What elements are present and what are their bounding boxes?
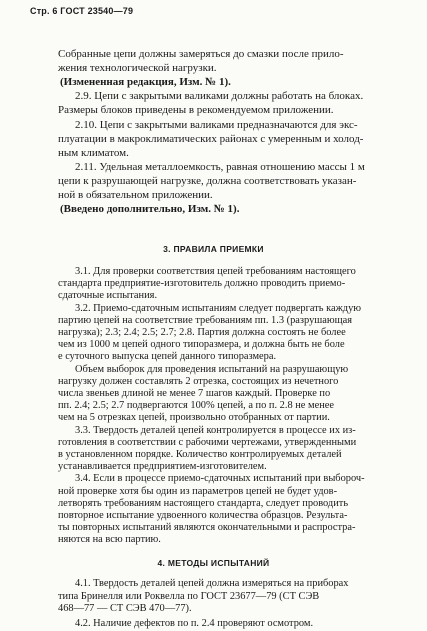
text-line: нагрузка); 2.3; 2.4; 2.5; 2.7; 2.8. Партия должна состоять не более xyxy=(58,327,346,338)
text-line: числа звеньев длиной не менее 7 шагов каждый. Проверке по xyxy=(58,388,331,399)
text-line: пп. 2.4; 2.5; 2.7 подвергаются 100% цепей, а по п. 2.8 не менее xyxy=(58,400,334,412)
text-line: 3.4. Если в процессе приемо-сдаточных испытаний при выбороч- xyxy=(75,473,365,485)
text-line: няются на всю партию. xyxy=(58,534,161,546)
text-line: чем из 1000 м цепей одного типоразмера, и должна быть не боле xyxy=(58,339,345,351)
text-line: повторное испытание удвоенного количества образцов. Результа- xyxy=(58,510,348,521)
text-line: в установленном порядке. Количество контролируемых деталей xyxy=(58,449,342,460)
running-head: Стр. 6 ГОСТ 23540—79 xyxy=(30,6,134,16)
amendment-note: (Введено дополнительно, Изм. № 1). xyxy=(60,203,240,215)
text-line: 4.2. Наличие дефектов по п. 2.4 проверяют осмотром. xyxy=(75,618,314,629)
text-line: устанавливается предприятием-изготовителем. xyxy=(58,461,267,473)
text-line: ной в обязательном приложении. xyxy=(58,189,213,201)
text-line: стандарта предприятие-изготовитель должно проводить приемо- xyxy=(58,278,346,290)
amendment-note: (Измененная редакция, Изм. № 1). xyxy=(60,76,231,88)
text-line: 468—77 — СТ СЭВ 470—77). xyxy=(58,602,192,614)
text-line: типа Бринелля или Роквелла по ГОСТ 23677—79 (СТ СЭВ xyxy=(58,590,320,602)
text-line: цепи к разрушающей нагрузке, должна соответствовать указан- xyxy=(58,175,357,187)
text-line: летворять требованиям настоящего стандарта, следует проводить xyxy=(58,497,349,509)
text-line: 2.10. Цепи с закрытыми валиками предназначаются для экс- xyxy=(75,119,358,131)
text-line: готовления в соответствии с рабочими чертежами, утвержденными xyxy=(58,436,357,448)
text-line: 2.9. Цепи с закрытыми валиками должны работать на блоках. xyxy=(75,90,364,102)
text-line: Объем выборок для проведения испытаний на разрушающую xyxy=(75,363,349,375)
text-line: чем на 5 отрезках цепей, произвольно отобранных от партии. xyxy=(58,412,330,424)
text-line: партию цепей на соответствие требованиям пп. 1.3 (разрушающая xyxy=(58,314,353,326)
text-line: Размеры блоков приведены в рекомендуемом приложении. xyxy=(58,104,334,116)
section-title-methods: 4. МЕТОДЫ ИСПЫТАНИЙ xyxy=(157,558,270,569)
text-line: 2.11. Удельная металлоемкость, равная отношению массы 1 м xyxy=(75,161,365,173)
text-line: жения технологической нагрузки. xyxy=(58,62,217,74)
text-line: ты повторных испытаний являются окончательными и распростра- xyxy=(58,522,356,534)
text-line: 3.1. Для проверки соответствия цепей требованиям настоящего xyxy=(75,266,356,277)
text-line: ной проверке хотя бы один из параметров цепей не будет удов- xyxy=(58,485,338,497)
section-title-acceptance: 3. ПРАВИЛА ПРИЕМКИ xyxy=(163,244,264,254)
text-line: 3.2. Приемо-сдаточным испытаниям следует подвергать каждую xyxy=(75,302,362,314)
text-line: плуатации в макроклиматических районах с умеренным и холод- xyxy=(58,133,364,145)
text-line: нагрузку должен составлять 2 отрезка, состоящих из нечетного xyxy=(58,375,339,387)
text-line: е суточного выпуска цепей данного типоразмера. xyxy=(58,351,277,363)
text-line: ным климатом. xyxy=(58,147,129,159)
text-line: 3.3. Твердость деталей цепей контролируется в процессе их из- xyxy=(75,424,356,436)
text-line: 4.1. Твердость деталей цепей должна измеряться на приборах xyxy=(75,578,349,590)
text-line: Собранные цепи должны замеряться до смазки после прило- xyxy=(58,48,344,60)
text-line: сдаточные испытания. xyxy=(58,290,158,302)
